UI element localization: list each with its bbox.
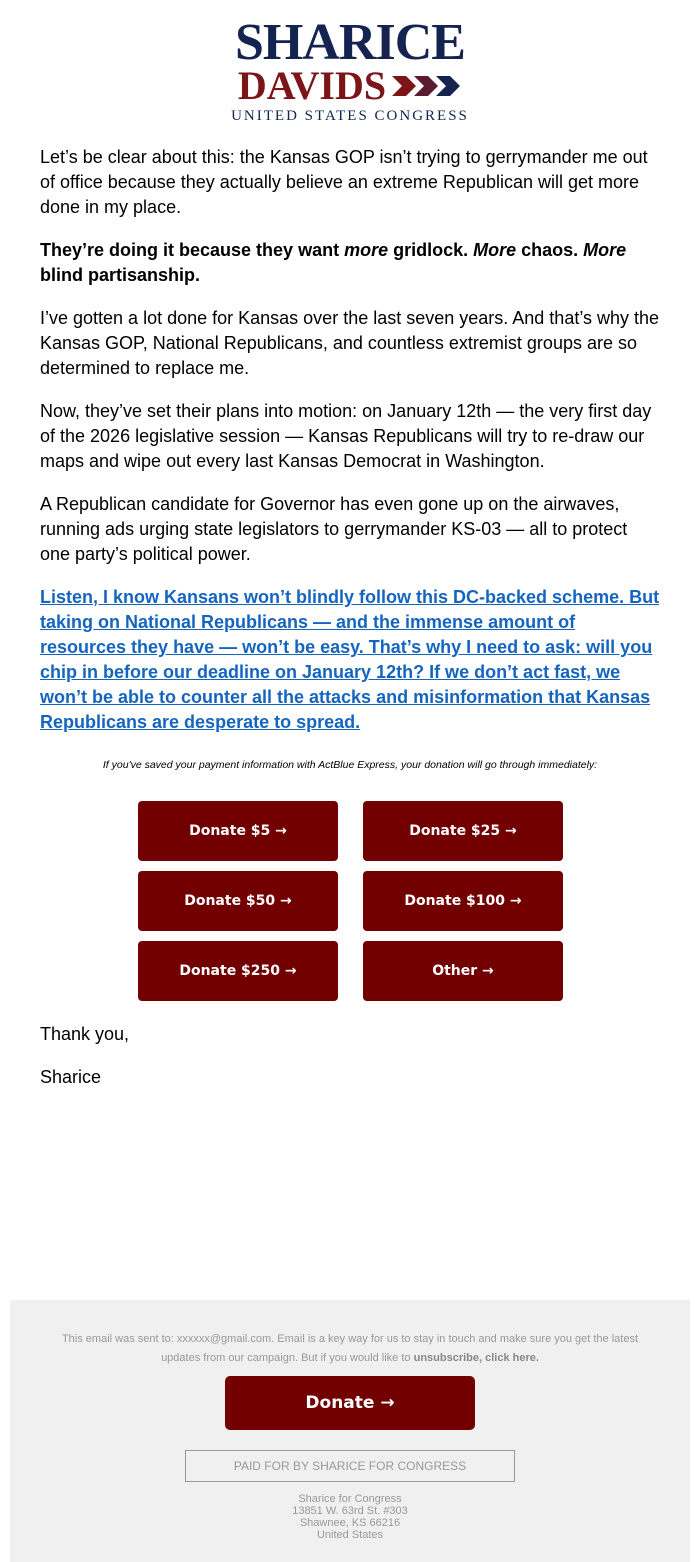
footer-text	[50, 1330, 650, 1368]
thanks-text: Thank you,	[40, 1024, 130, 1044]
donate-250-button[interactable]: Donate $250 →	[138, 941, 338, 1001]
address-line: Sharice for Congress	[298, 1493, 402, 1505]
text-emphasis: More	[583, 240, 627, 260]
text: They’re doing it because they want	[40, 240, 345, 260]
text: gridlock.	[388, 240, 474, 260]
logo-line1: SHARICE	[235, 14, 465, 71]
donate-50-button[interactable]: Donate $50 →	[138, 871, 338, 931]
paragraph: I’ve gotten a lot done for Kansas over the last seven years. And that’s why the Kansas GOP, National Republicans, and countless extremist groups are so determined to replace me.	[40, 308, 660, 378]
sharice-davids-logo	[220, 14, 480, 128]
logo-line3: UNITED STATES CONGRESS	[231, 108, 469, 124]
email-body	[40, 145, 662, 753]
sent-to-text: This email was sent to: xxxxxx@gmail.com. Email is a key way for us to stay in touch and make sure you get the latest updates from our campaign. But if you would like to	[61, 1333, 639, 1364]
chevrons-icon	[392, 74, 462, 98]
donate-100-button[interactable]: Donate $100 →	[363, 871, 563, 931]
unsubscribe-link[interactable]: unsubscribe, click here.	[413, 1352, 539, 1364]
donate-other-button[interactable]: Other →	[363, 941, 563, 1001]
paragraph: Now, they’ve set their plans into motion: on January 12th — the very first day of the 2026 legislative session — Kansas Republicans will try to re-draw our maps and wipe out every last Kansas Democrat in Washington.	[40, 401, 652, 471]
text: blind partisanship.	[40, 265, 201, 285]
donate-5-button[interactable]: Donate $5 →	[138, 801, 338, 861]
actblue-note: If you've saved your payment information with ActBlue Express, your donation will go through immediately:	[102, 759, 598, 771]
footer	[10, 1300, 690, 1562]
paragraph-bold	[40, 238, 662, 288]
text-emphasis: More	[473, 240, 517, 260]
text-emphasis: more	[344, 240, 389, 260]
mailing-address	[10, 1493, 690, 1541]
paragraph: Let’s be clear about this: the Kansas GOP isn’t trying to gerrymander me out of office because they actually believe an extreme Republican will get more done in my place.	[40, 147, 648, 217]
paid-for-disclaimer: PAID FOR BY SHARICE FOR CONGRESS	[185, 1450, 515, 1482]
paragraph: A Republican candidate for Governor has even gone up on the airwaves, running ads urging state legislators to gerrymander KS-03 — all to protect one party’s political power.	[40, 494, 628, 564]
logo-line2: DAVIDS	[237, 63, 387, 108]
address-line: 13851 W. 63rd St. #303	[292, 1505, 408, 1517]
footer-donate-button[interactable]: Donate →	[225, 1376, 475, 1430]
signature-name: Sharice	[40, 1067, 102, 1087]
donate-25-button[interactable]: Donate $25 →	[363, 801, 563, 861]
address-line: United States	[316, 1529, 384, 1541]
address-line: Shawnee, KS 66216	[299, 1517, 401, 1529]
text: chaos.	[516, 240, 584, 260]
donate-appeal-link[interactable]: Listen, I know Kansans won’t blindly follow this DC-backed scheme. But taking on National Republicans — and the immense amount of resources they have — won’t be easy. That’s why I need to ask: will you chip in before our deadline on January 12th? If we don’t act fast, we won’t be able to counter all the attacks and misinformation that Kansas Republicans are desperate to spread.	[40, 587, 660, 732]
